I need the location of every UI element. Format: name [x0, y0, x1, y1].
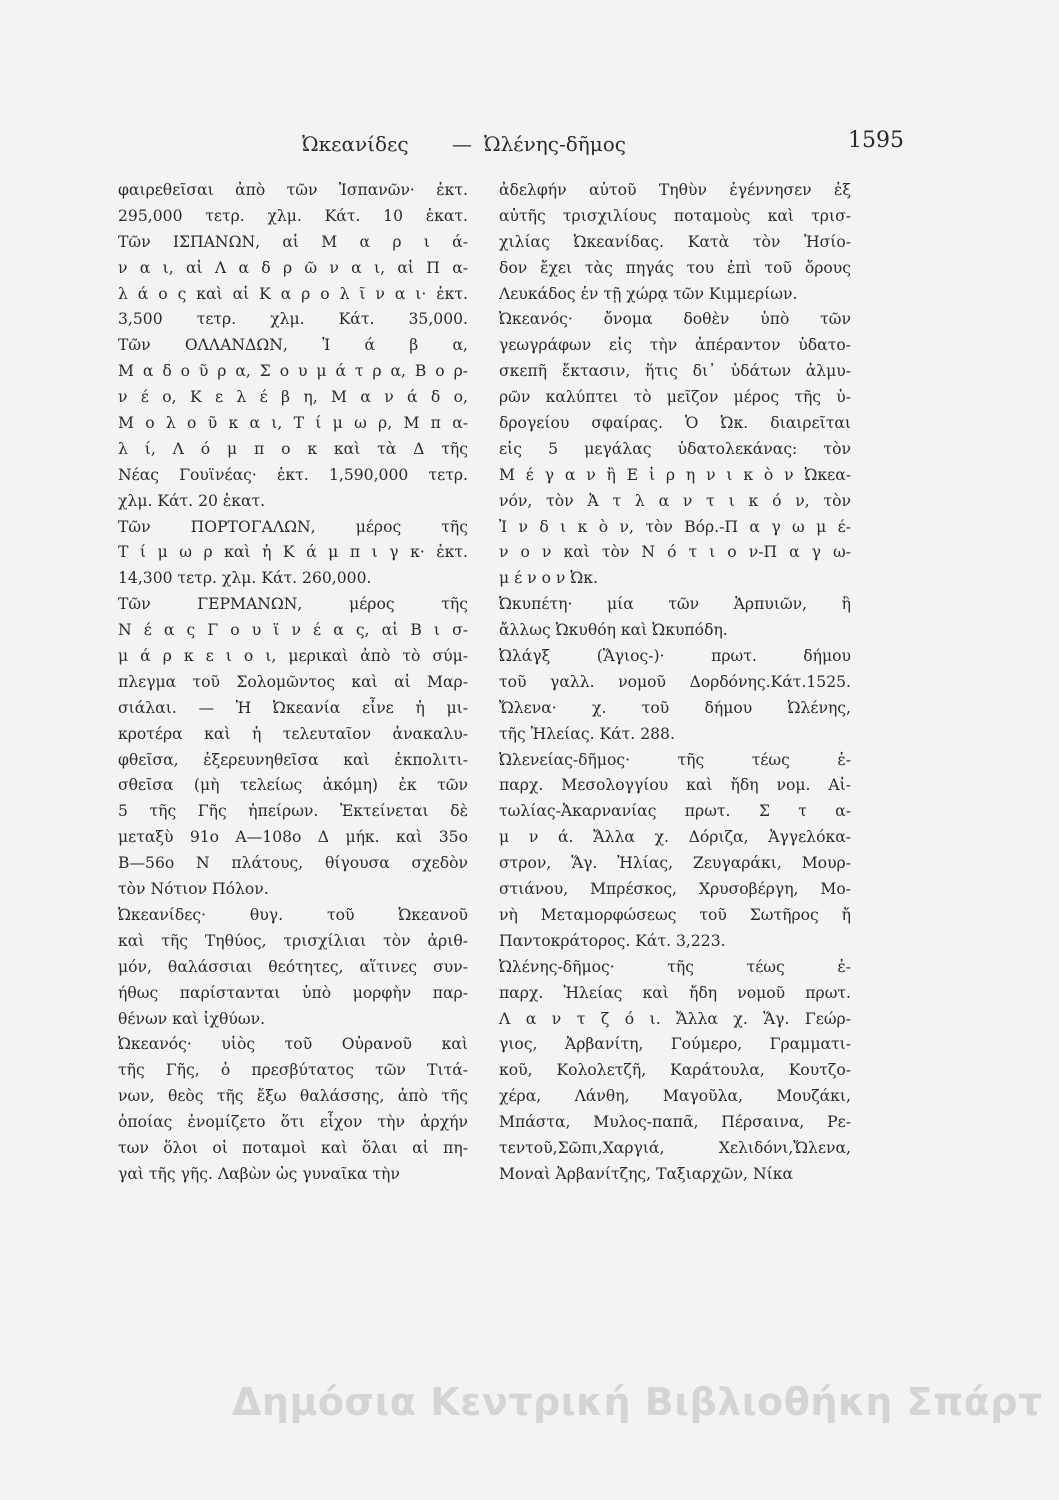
header-dash: —: [452, 132, 472, 156]
text-line: μόν, θαλάσσιαι θεότητες, αἵτινες συν-: [118, 957, 468, 976]
text-line: νων, θεὸς τῆς ἔξω θαλάσσης, ἀπὸ τῆς: [118, 1087, 468, 1106]
text-line: Τῶν ΙΣΠΑΝΩΝ, αἱ Μ α ρ ι ά-: [118, 232, 468, 251]
page-number: 1595: [848, 128, 904, 153]
text-line: Ὤλενα· χ. τοῦ δήμου Ὠλένης,: [499, 698, 851, 717]
text-line: Μ α δ ο ῦ ρ α, Σ ο υ μ ά τ ρ α, Β ο ρ-: [118, 362, 468, 381]
text-line: Ὠκεανός· ὄνομα δοθὲν ὑπὸ τῶν: [499, 310, 851, 329]
text-line: παρχ. Μεσολογγίου καὶ ἤδη νομ. Αἰ-: [499, 776, 851, 795]
text-line: ήθως παρίστανται ὑπὸ μορφὴν παρ-: [118, 983, 468, 1002]
text-line: Τῶν ΓΕΡΜΑΝΩΝ, μέρος τῆς: [118, 595, 468, 614]
text-line: μ ν ά. Ἄλλα χ. Δόριζα, Ἀγγελόκα-: [499, 828, 851, 847]
text-line: χέρα, Λάνθη, Μαγοῦλα, Μουζάκι,: [499, 1087, 851, 1106]
text-line: Λευκάδος ἐν τῇ χώρᾳ τῶν Κιμμερίων.: [499, 284, 798, 303]
text-line: ν α ι, αἱ Λ α δ ρ ῶ ν α ι, αἱ Π α-: [118, 258, 468, 277]
library-watermark: Δημόσια Κεντρική Βιβλιοθήκη Σπάρτ: [232, 1380, 1043, 1424]
text-line: Μ ο λ ο ῦ κ α ι, Τ ί μ ω ρ, Μ π α-: [118, 414, 468, 433]
text-line: Ὠκεανίδες· θυγ. τοῦ Ὠκεανοῦ: [118, 905, 468, 924]
text-line: λ ί, Λ ό μ π ο κ καὶ τὰ Δ τῆς: [118, 439, 468, 458]
text-line: αὐτῆς τρισχιλίους ποταμοὺς καὶ τρισ-: [499, 206, 851, 225]
text-line: χιλίας Ὠκεανίδας. Κατὰ τὸν Ἡσίο-: [499, 232, 851, 251]
text-line: ρῶν καλύπτει τὸ μεῖζον μέρος τῆς ὑ-: [499, 388, 851, 407]
text-line: τωλίας-Ἀκαρνανίας πρωτ. Σ τ α-: [499, 802, 851, 821]
text-line: Ὠκυπέτη· μία τῶν Ἁρπυιῶν, ἢ: [499, 595, 851, 614]
text-line: 14,300 τετρ. χλμ. Κάτ. 260,000.: [118, 569, 372, 588]
text-line: 295,000 τετρ. χλμ. Κάτ. 10 ἑκατ.: [118, 206, 468, 225]
text-line: πλεγμα τοῦ Σολομῶντος καὶ αἱ Μαρ-: [118, 672, 468, 691]
text-line: φαιρεθεῖσαι ἀπὸ τῶν Ἱσπανῶν· ἐκτ.: [118, 181, 468, 199]
text-line: τῆς Γῆς, ὁ πρεσβύτατος τῶν Τιτά-: [118, 1061, 468, 1080]
text-line: ἀδελφήν αὐτοῦ Τηθὺν ἐγέννησεν ἐξ: [499, 181, 851, 199]
text-line: Ὠλένης-δῆμος· τῆς τέως ἐ-: [499, 957, 851, 976]
text-line: ὁποίας ἐνομίζετο ὅτι εἶχον τὴν ἀρχήν: [118, 1113, 468, 1132]
text-line: Ὠλάγξ (Ἅγιος-)· πρωτ. δήμου: [499, 647, 851, 666]
text-line: γαὶ τῆς γῆς. Λαβὼν ὡς γυναῖκα τὴν: [118, 1164, 400, 1183]
text-line: δον ἔχει τὰς πηγάς του ἐπὶ τοῦ ὄρους: [499, 258, 851, 277]
text-line: λ ά ο ς καὶ αἱ Κ α ρ ο λ ῖ ν α ι· ἐκτ.: [118, 284, 468, 303]
text-line: ν έ ο, Κ ε λ έ β η, Μ α ν ά δ ο,: [118, 388, 468, 407]
text-line: κοῦ, Κολολετζῆ, Καράτουλα, Κουτζο-: [499, 1061, 851, 1080]
text-line: φθεῖσα, ἐξερευνηθεῖσα καὶ ἐκπολιτι-: [118, 750, 468, 769]
text-line: εἰς 5 μεγάλας ὑδατολεκάνας: τὸν: [499, 439, 851, 458]
text-line: μ ά ρ κ ε ι ο ι, μερικαὶ ἀπὸ τὸ σύμ-: [118, 647, 468, 666]
text-line: Λ α ν τ ζ ό ι. Ἄλλα χ. Ἅγ. Γεώρ-: [499, 1009, 851, 1028]
text-line: 5 τῆς Γῆς ἠπείρων. Ἐκτείνεται δὲ: [118, 802, 468, 821]
text-line: Ἰ ν δ ι κ ὸ ν, τὸν Βόρ.-Π α γ ω μ έ-: [499, 517, 851, 536]
text-line: Παντοκράτορος. Κάτ. 3,223.: [499, 931, 726, 950]
text-line: Τ ί μ ω ρ καὶ ἡ Κ ά μ π ι γ κ· ἐκτ.: [118, 543, 468, 562]
text-line: Ν έ α ς Γ ο υ ϊ ν έ α ς, αἱ Β ι σ-: [118, 621, 468, 640]
header-right-entry: Ὠλένης-δῆμος: [484, 132, 626, 156]
text-line: χλμ. Κάτ. 20 ἑκατ.: [118, 491, 266, 510]
text-line: σκεπῆ ἔκτασιν, ἥτις δι᾽ ὑδάτων ἁλμυ-: [499, 362, 851, 381]
text-line: νὴ Μεταμορφώσεως τοῦ Σωτῆρος ἤ: [499, 905, 851, 924]
text-line: τὸν Νότιον Πόλον.: [118, 880, 269, 899]
text-line: καὶ τῆς Τηθύος, τρισχίλιαι τὸν ἀριθ-: [118, 931, 468, 950]
text-line: Τῶν ΠΟΡΤΟΓΑΛΩΝ, μέρος τῆς: [118, 517, 468, 536]
left-text-column: [118, 178, 468, 1188]
text-line: παρχ. Ἠλείας καὶ ἤδη νομοῦ πρωτ.: [499, 983, 851, 1002]
text-line: Τῶν ΟΛΛΑΝΔΩΝ, Ἰ ά β α,: [118, 336, 468, 355]
text-line: Β—56ο Ν πλάτους, θίγουσα σχεδὸν: [118, 854, 468, 873]
text-line: γεωγράφων εἰς τὴν ἀπέραντον ὑδατο-: [499, 336, 851, 355]
header-left-entry: Ὠκεανίδες: [302, 132, 409, 156]
text-line: τεντοῦ,Σῶπι,Χαργιά, Χελιδόνι,Ὤλενα,: [499, 1138, 851, 1157]
text-line: γιος, Ἀρβανίτη, Γούμερο, Γραμματι-: [499, 1035, 851, 1054]
text-line: δρογείου σφαίρας. Ὁ Ὠκ. διαιρεῖται: [499, 414, 851, 433]
text-line: σθεῖσα (μὴ τελείως ἀκόμη) ἐκ τῶν: [118, 776, 468, 795]
text-line: Μοναὶ Ἀρβανίτζης, Ταξιαρχῶν, Νίκα: [499, 1164, 793, 1183]
text-line: Ὠκεανός· υἱὸς τοῦ Οὐρανοῦ καὶ: [118, 1035, 468, 1054]
text-line: ν ο ν καὶ τὸν Ν ό τ ι ο ν-Π α γ ω-: [499, 543, 851, 562]
text-line: των ὅλοι οἱ ποταμοὶ καὶ ὅλαι αἱ πη-: [118, 1138, 468, 1157]
text-line: τῆς Ἠλείας. Κάτ. 288.: [499, 724, 675, 743]
text-line: θένων καὶ ἰχθύων.: [118, 1009, 266, 1028]
text-line: Νέας Γουϊνέας· ἐκτ. 1,590,000 τετρ.: [118, 465, 468, 484]
text-line: μεταξὺ 91ο Α—108ο Δ μήκ. καὶ 35ο: [118, 828, 468, 847]
text-line: στιάνου, Μπρέσκος, Χρυσοβέργη, Μο-: [499, 880, 851, 899]
text-line: σιάλαι. — Ἡ Ὠκεανία εἶνε ἡ μι-: [118, 698, 468, 717]
text-line: μ έ ν ο ν Ὠκ.: [499, 569, 598, 588]
text-line: νόν, τὸν Ἀ τ λ α ν τ ι κ ό ν, τὸν: [499, 491, 851, 510]
text-line: Ὠλενείας-δῆμος· τῆς τέως ἐ-: [499, 750, 851, 769]
text-line: 3,500 τετρ. χλμ. Κάτ. 35,000.: [118, 310, 468, 329]
text-line: Μ έ γ α ν ἢ Ε ἰ ρ η ν ι κ ὸ ν Ὠκεα-: [499, 465, 851, 484]
text-line: στρον, Ἅγ. Ἠλίας, Ζευγαράκι, Μουρ-: [499, 854, 851, 873]
right-text-column: [499, 178, 851, 1188]
text-line: Μπάστα, Μυλος-παπᾶ, Πέρσαινα, Ρε-: [499, 1113, 851, 1132]
text-line: ἄλλως Ὠκυθόη καὶ Ὠκυπόδη.: [499, 621, 728, 640]
running-header: [0, 128, 1059, 168]
text-line: τοῦ γαλλ. νομοῦ Δορδόνης.Κάτ.1525.: [499, 672, 851, 691]
text-line: κροτέρα καὶ ἡ τελευταῖον ἀνακαλυ-: [118, 724, 468, 743]
